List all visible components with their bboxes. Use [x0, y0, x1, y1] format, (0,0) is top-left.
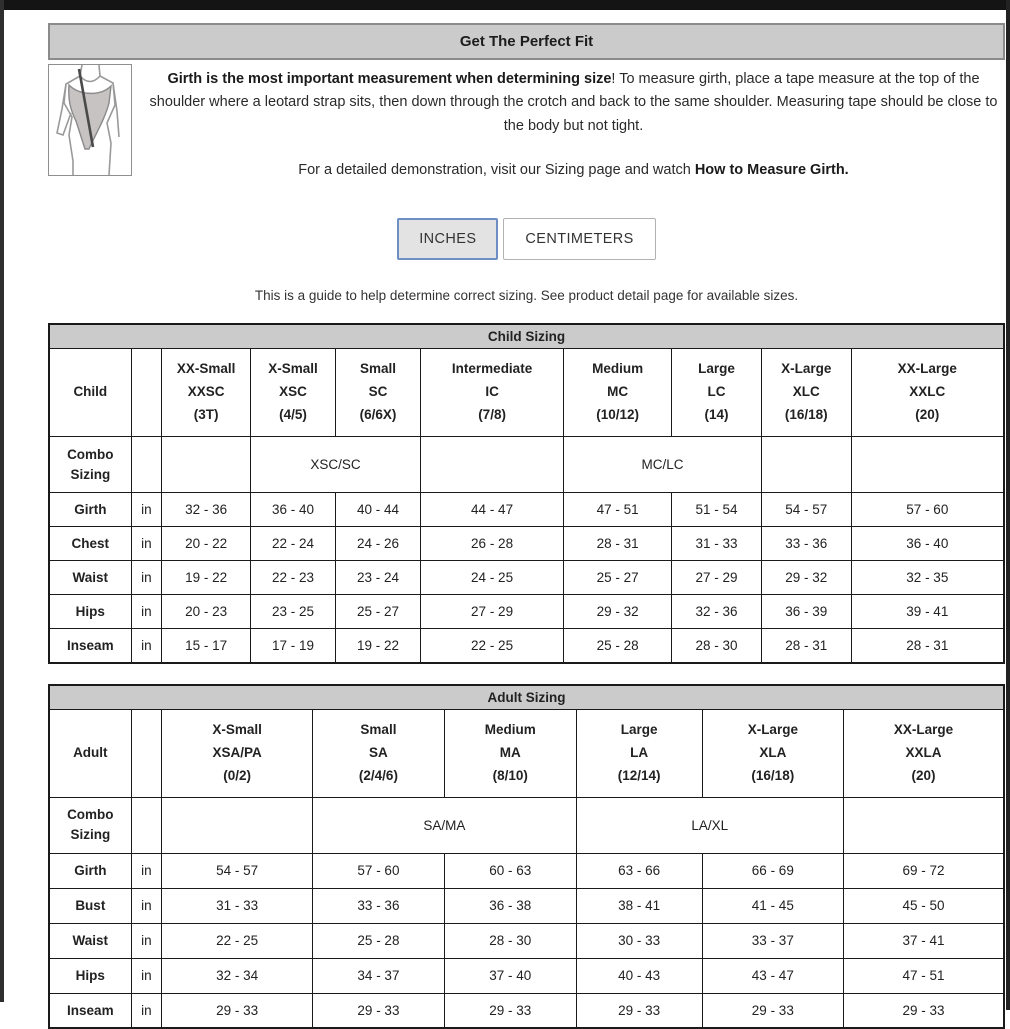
- size-number: (6/6X): [359, 407, 397, 423]
- size-code: MA: [499, 744, 521, 760]
- size-range-cell: 36 - 40: [250, 493, 335, 527]
- size-number: (2/4/6): [358, 767, 398, 783]
- size-range-cell: 29 - 33: [702, 993, 843, 1028]
- size-range-cell: 25 - 27: [335, 595, 420, 629]
- size-range-cell: 29 - 33: [576, 993, 702, 1028]
- size-range-cell: 54 - 57: [162, 853, 313, 888]
- size-range-cell: 47 - 51: [843, 958, 1004, 993]
- size-column-header: [761, 349, 851, 437]
- combo-sizing-value: SA/MA: [313, 797, 577, 853]
- size-code: XSA/PA: [212, 744, 262, 760]
- size-range-cell: 23 - 24: [335, 561, 420, 595]
- size-range-cell: 31 - 33: [672, 527, 762, 561]
- girth-intro-text: [144, 68, 1003, 138]
- size-range-cell: 66 - 69: [702, 853, 843, 888]
- size-number: (20): [911, 767, 936, 783]
- size-range-cell: 25 - 28: [564, 629, 672, 663]
- size-name: XX-Large: [893, 721, 954, 737]
- size-number: (3T): [193, 407, 219, 423]
- size-number: (12/14): [617, 767, 661, 783]
- size-range-cell: 38 - 41: [576, 888, 702, 923]
- size-number: (16/18): [784, 407, 828, 423]
- size-range-cell: 33 - 36: [761, 527, 851, 561]
- size-code: LC: [707, 384, 726, 400]
- size-column-header: [702, 709, 843, 797]
- size-range-cell: 45 - 50: [843, 888, 1004, 923]
- row-group-label: Child: [49, 349, 131, 437]
- combo-sizing-value: [420, 437, 563, 493]
- size-number: (14): [704, 407, 729, 423]
- size-number: (20): [915, 407, 940, 423]
- size-range-cell: 51 - 54: [672, 493, 762, 527]
- size-range-cell: 27 - 29: [420, 595, 563, 629]
- size-range-cell: 22 - 24: [250, 527, 335, 561]
- measurement-label: Waist: [49, 923, 131, 958]
- size-range-cell: 33 - 36: [313, 888, 445, 923]
- demo-bold: How to Measure Girth.: [694, 162, 849, 179]
- sizing-guide-note: This is a guide to help determine correct sizing. See product detail page for available sizes.: [254, 288, 799, 304]
- measurement-label: Hips: [49, 958, 131, 993]
- measurement-label: Chest: [49, 527, 131, 561]
- size-name: X-Large: [747, 721, 798, 737]
- size-range-cell: 31 - 33: [162, 888, 313, 923]
- size-range-cell: 22 - 25: [420, 629, 563, 663]
- size-range-cell: 29 - 32: [761, 561, 851, 595]
- size-name: Large: [698, 361, 735, 377]
- page-content: [48, 10, 1005, 1029]
- size-name: Medium: [484, 721, 536, 737]
- size-range-cell: 41 - 45: [702, 888, 843, 923]
- combo-sizing-value: MC/LC: [564, 437, 762, 493]
- size-range-cell: 36 - 39: [761, 595, 851, 629]
- row-group-label: Adult: [49, 709, 131, 797]
- size-range-cell: 36 - 40: [851, 527, 1004, 561]
- measurement-label: Bust: [49, 888, 131, 923]
- size-range-cell: 63 - 66: [576, 853, 702, 888]
- size-range-cell: 32 - 35: [851, 561, 1004, 595]
- size-name: Intermediate: [451, 361, 533, 377]
- size-column-header: [250, 349, 335, 437]
- size-column-header: [335, 349, 420, 437]
- size-range-cell: 20 - 22: [162, 527, 251, 561]
- size-code: SC: [368, 384, 388, 400]
- size-range-cell: 47 - 51: [564, 493, 672, 527]
- size-name: X-Small: [268, 361, 318, 377]
- size-column-header: [444, 709, 576, 797]
- size-name: XX-Small: [176, 361, 236, 377]
- size-range-cell: 57 - 60: [313, 853, 445, 888]
- size-range-cell: 28 - 31: [851, 629, 1004, 663]
- measurement-label: Waist: [49, 561, 131, 595]
- unit-column-header: [131, 709, 162, 797]
- size-column-header: [162, 709, 313, 797]
- size-name: Large: [620, 721, 658, 737]
- size-range-cell: 29 - 33: [313, 993, 445, 1028]
- unit-toggle-group: [48, 218, 1005, 260]
- child-sizing-table: [48, 323, 1005, 663]
- size-range-cell: 28 - 31: [564, 527, 672, 561]
- measurement-label: Girth: [49, 493, 131, 527]
- size-code: XXLC: [909, 384, 946, 400]
- measurement-unit: in: [131, 595, 162, 629]
- measurement-label: Inseam: [49, 629, 131, 663]
- combo-sizing-value: [851, 437, 1004, 493]
- size-range-cell: 29 - 33: [843, 993, 1004, 1028]
- size-number: (10/12): [596, 407, 640, 423]
- size-range-cell: 28 - 30: [444, 923, 576, 958]
- leotard-figure-icon: [49, 65, 131, 175]
- size-column-header: [851, 349, 1004, 437]
- combo-sizing-label: Combo Sizing: [49, 437, 131, 493]
- measurement-label: Hips: [49, 595, 131, 629]
- combo-sizing-value: [162, 797, 313, 853]
- measurement-label: Girth: [49, 853, 131, 888]
- left-edge-line: [0, 0, 4, 1002]
- measurement-unit: in: [131, 561, 162, 595]
- page-title: Get The Perfect Fit: [48, 23, 1005, 60]
- size-number: (4/5): [279, 407, 307, 423]
- size-range-cell: 15 - 17: [162, 629, 251, 663]
- size-range-cell: 54 - 57: [761, 493, 851, 527]
- unit-column-header: [131, 349, 162, 437]
- size-code: SA: [369, 744, 388, 760]
- size-range-cell: 20 - 23: [162, 595, 251, 629]
- girth-intro-rest: ! To measure girth, place a tape measure at the top of the shoulder where a leotard strap sits, then down through the crotch and back to the same shoulder. Measuring tape should be close to the body but not tight.: [149, 71, 998, 134]
- leotard-illustration: [48, 64, 132, 176]
- inches-button[interactable]: INCHES: [397, 218, 498, 260]
- size-range-cell: 34 - 37: [313, 958, 445, 993]
- size-column-header: [420, 349, 563, 437]
- measurement-label: Inseam: [49, 993, 131, 1028]
- size-range-cell: 44 - 47: [420, 493, 563, 527]
- centimeters-button[interactable]: CENTIMETERS: [503, 218, 655, 260]
- size-range-cell: 27 - 29: [672, 561, 762, 595]
- combo-sizing-value: LA/XL: [576, 797, 843, 853]
- size-name: Small: [360, 721, 397, 737]
- size-range-cell: 19 - 22: [335, 629, 420, 663]
- size-code: XXSC: [187, 384, 225, 400]
- size-code: XLA: [759, 744, 787, 760]
- size-code: LA: [630, 744, 649, 760]
- size-number: (16/18): [751, 767, 795, 783]
- girth-intro-block: [132, 64, 1005, 178]
- size-number: (7/8): [478, 407, 506, 423]
- girth-section: [48, 64, 1005, 178]
- size-range-cell: 28 - 30: [672, 629, 762, 663]
- size-range-cell: 24 - 25: [420, 561, 563, 595]
- size-range-cell: 32 - 34: [162, 958, 313, 993]
- size-code: XSC: [279, 384, 307, 400]
- size-range-cell: 36 - 38: [444, 888, 576, 923]
- size-column-header: [564, 349, 672, 437]
- size-range-cell: 33 - 37: [702, 923, 843, 958]
- table-title: Adult Sizing: [49, 685, 1004, 710]
- combo-sizing-value: XSC/SC: [250, 437, 420, 493]
- table-title: Child Sizing: [49, 324, 1004, 349]
- size-range-cell: 22 - 25: [162, 923, 313, 958]
- size-column-header: [162, 349, 251, 437]
- size-range-cell: 22 - 23: [250, 561, 335, 595]
- girth-intro-bold: Girth is the most important measurement when determining size: [167, 71, 612, 87]
- size-name: XX-Large: [897, 361, 957, 377]
- combo-unit-cell: [131, 437, 162, 493]
- size-range-cell: 29 - 33: [162, 993, 313, 1028]
- size-column-header: [672, 349, 762, 437]
- measurement-unit: in: [131, 853, 162, 888]
- size-name: Medium: [592, 361, 644, 377]
- demo-prefix: For a detailed demonstration, visit our Sizing page and watch: [298, 162, 695, 179]
- size-range-cell: 40 - 44: [335, 493, 420, 527]
- size-range-cell: 25 - 28: [313, 923, 445, 958]
- adult-sizing-table: [48, 684, 1005, 1029]
- combo-sizing-value: [761, 437, 851, 493]
- size-range-cell: 40 - 43: [576, 958, 702, 993]
- combo-sizing-label: Combo Sizing: [49, 797, 131, 853]
- size-column-header: [843, 709, 1004, 797]
- size-number: (8/10): [492, 767, 528, 783]
- size-code: XLC: [792, 384, 820, 400]
- size-range-cell: 43 - 47: [702, 958, 843, 993]
- size-range-cell: 29 - 32: [564, 595, 672, 629]
- size-range-cell: 69 - 72: [843, 853, 1004, 888]
- combo-sizing-value: [843, 797, 1004, 853]
- measurement-unit: in: [131, 993, 162, 1028]
- size-code: IC: [485, 384, 499, 400]
- size-column-header: [576, 709, 702, 797]
- measurement-unit: in: [131, 527, 162, 561]
- size-name: Small: [359, 361, 396, 377]
- size-range-cell: 39 - 41: [851, 595, 1004, 629]
- measurement-unit: in: [131, 493, 162, 527]
- size-range-cell: 37 - 41: [843, 923, 1004, 958]
- size-code: MC: [607, 384, 629, 400]
- size-range-cell: 23 - 25: [250, 595, 335, 629]
- size-range-cell: 60 - 63: [444, 853, 576, 888]
- size-range-cell: 28 - 31: [761, 629, 851, 663]
- size-range-cell: 29 - 33: [444, 993, 576, 1028]
- size-range-cell: 26 - 28: [420, 527, 563, 561]
- size-range-cell: 25 - 27: [564, 561, 672, 595]
- size-column-header: [313, 709, 445, 797]
- right-edge-line: [1006, 0, 1010, 1010]
- combo-unit-cell: [131, 797, 162, 853]
- size-range-cell: 32 - 36: [162, 493, 251, 527]
- size-range-cell: 32 - 36: [672, 595, 762, 629]
- measurement-unit: in: [131, 958, 162, 993]
- size-range-cell: 57 - 60: [851, 493, 1004, 527]
- top-edge-line: [0, 0, 1010, 10]
- measurement-unit: in: [131, 629, 162, 663]
- measurement-unit: in: [131, 923, 162, 958]
- demo-instruction: [144, 162, 1003, 178]
- size-code: XXLA: [905, 744, 942, 760]
- size-range-cell: 17 - 19: [250, 629, 335, 663]
- combo-sizing-value: [162, 437, 251, 493]
- size-name: X-Large: [781, 361, 832, 377]
- size-range-cell: 19 - 22: [162, 561, 251, 595]
- size-range-cell: 24 - 26: [335, 527, 420, 561]
- size-range-cell: 37 - 40: [444, 958, 576, 993]
- size-name: X-Small: [212, 721, 262, 737]
- size-range-cell: 30 - 33: [576, 923, 702, 958]
- size-number: (0/2): [223, 767, 251, 783]
- measurement-unit: in: [131, 888, 162, 923]
